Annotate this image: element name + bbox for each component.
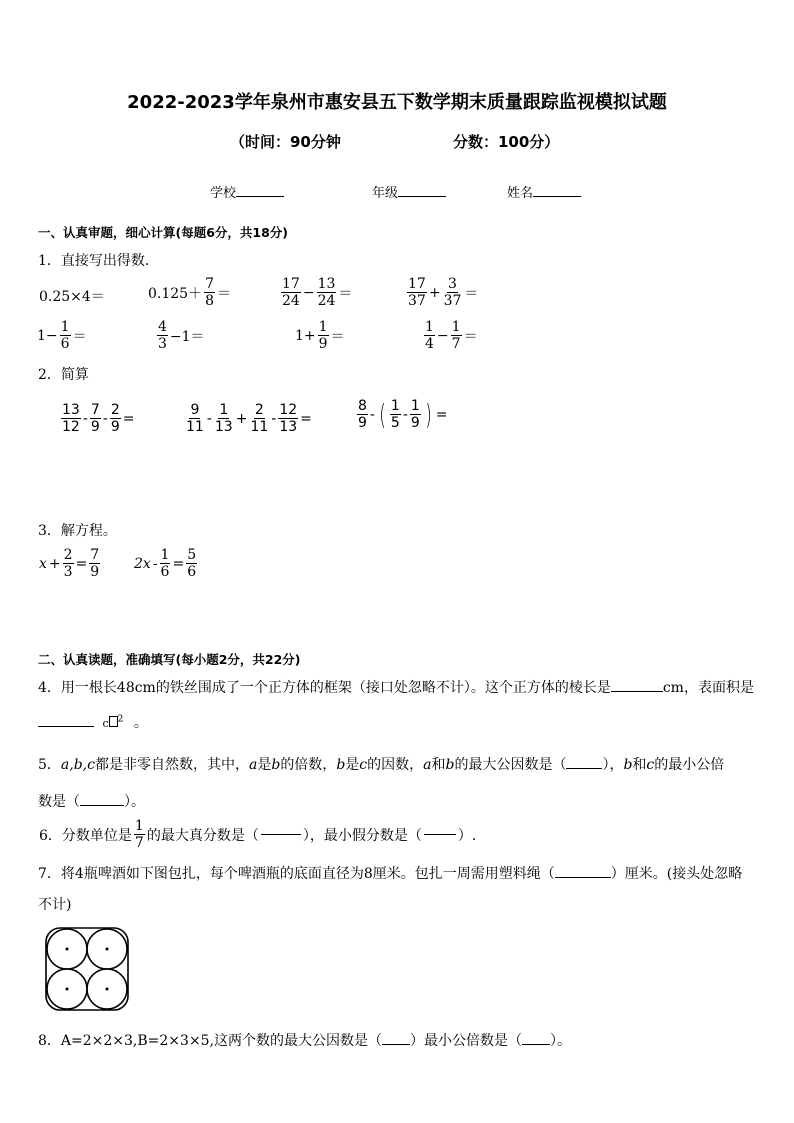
q2-label: 2．简算 (38, 367, 89, 383)
school-field (210, 182, 284, 201)
bottle-center (106, 988, 109, 991)
q7-line1: 7．将4瓶啤酒如下图包扎，每个啤酒瓶的底面直径为8厘米。包扎一周需用塑料绳（ ）厘米。(接头处忽略 (38, 866, 743, 882)
q4-line2: c $^2$ 。 (38, 712, 148, 732)
q3-e2: 2x - $\frac{1}{6}$ = $\frac{5}{6}$ (134, 547, 197, 580)
q1-e8: $\frac{1}{4}$ − $\frac{1}{7}$ ＝ (425, 319, 478, 352)
q7-blank[interactable] (555, 877, 611, 878)
q1-e4: $\frac{17}{37}$ + $\frac{3}{37}$ ＝ (408, 276, 479, 309)
grade-field (372, 182, 446, 201)
q6-blank-proper[interactable] (261, 834, 301, 835)
bottle-center (66, 988, 69, 991)
name-blank[interactable] (533, 184, 581, 197)
bottles-figure (44, 926, 130, 1012)
q1-e6: $\frac{4}{3}$ −1＝ (158, 319, 205, 352)
section2-heading: 二、认真读题，准确填写(每小题2分，共22分) (38, 652, 301, 667)
q1-e3: $\frac{17}{24}$ − $\frac{13}{24}$ ＝ (282, 276, 353, 309)
q3-label: 3．解方程。 (38, 523, 117, 539)
q4-blank-edge[interactable] (611, 691, 663, 692)
section1-heading: 一、认真审题，细心计算(每题6分，共18分) (38, 225, 289, 240)
q1-e5: 1− $\frac{1}{6}$ ＝ (37, 319, 87, 352)
rope-outline (46, 928, 128, 1010)
q4-line1: 4．用一根长48cm的铁丝围成了一个正方体的框架（接口处忽略不计）。这个正方体的棱长是 cm，表面积是 (38, 680, 754, 696)
q5-line1: 5．a,b,c都是非零自然数，其中，a是b的倍数，b是c的因数，a和b的最大公因数是（ ），b和c的最小公倍 (38, 757, 725, 773)
bottle-center (66, 948, 69, 951)
q4-blank-area[interactable] (38, 726, 94, 727)
grade-label: 年级 (372, 186, 399, 201)
q5-line2: 数是（ ）。 (38, 794, 145, 810)
school-label: 学校 (210, 186, 237, 201)
q2-a: $\frac{13}{12}$ - $\frac{7}{9}$ - $\frac{2}{9}$ = (62, 402, 135, 435)
school-blank[interactable] (236, 184, 284, 197)
q2-b: $\frac{9}{11}$ - $\frac{1}{13}$ + $\frac{2}{11}$ - $\frac{12}{13}$ = (186, 402, 312, 435)
name-label: 姓名 (507, 186, 534, 201)
q1-label: 1．直接写出得数． (38, 253, 159, 269)
unit-box-icon (109, 716, 118, 727)
q6-line: 6．分数单位是 $\frac{1}{7}$ 的最大真分数是（ ），最小假分数是（ ）. (39, 818, 477, 851)
page-title: 2022-2023学年泉州市惠安县五下数学期末质量跟踪监视模拟试题 (127, 92, 667, 113)
score-label: 分数：100分） (453, 133, 560, 151)
bottle-center (106, 948, 109, 951)
q6-blank-improper[interactable] (424, 834, 456, 835)
grade-blank[interactable] (398, 184, 446, 197)
q5-blank-lcm[interactable] (80, 805, 124, 806)
q5-blank-gcd[interactable] (566, 768, 602, 769)
name-field (507, 182, 581, 201)
q8-line: 8．A=2×2×3,B=2×3×5,这两个数的最大公因数是（ ）最小公倍数是（ ）。 (38, 1033, 572, 1049)
q8-blank-lcm[interactable] (522, 1044, 550, 1045)
q3-e1: x + $\frac{2}{3}$ = $\frac{7}{9}$ (39, 547, 100, 580)
q7-line2: 不计) (38, 897, 72, 913)
q2-c: $\frac{8}{9}$ - ( $\frac{1}{5}$ - $\frac{1}{9}$ ) = (358, 397, 448, 431)
time-label: （时间：90分钟 (230, 133, 341, 151)
q1-e2: 0.125＋ $\frac{7}{8}$ ＝ (148, 276, 232, 309)
q1-e1: 0.25×4＝ (39, 289, 105, 305)
q8-blank-gcd[interactable] (382, 1044, 410, 1045)
q1-e7: 1+ $\frac{1}{9}$ ＝ (295, 319, 345, 352)
